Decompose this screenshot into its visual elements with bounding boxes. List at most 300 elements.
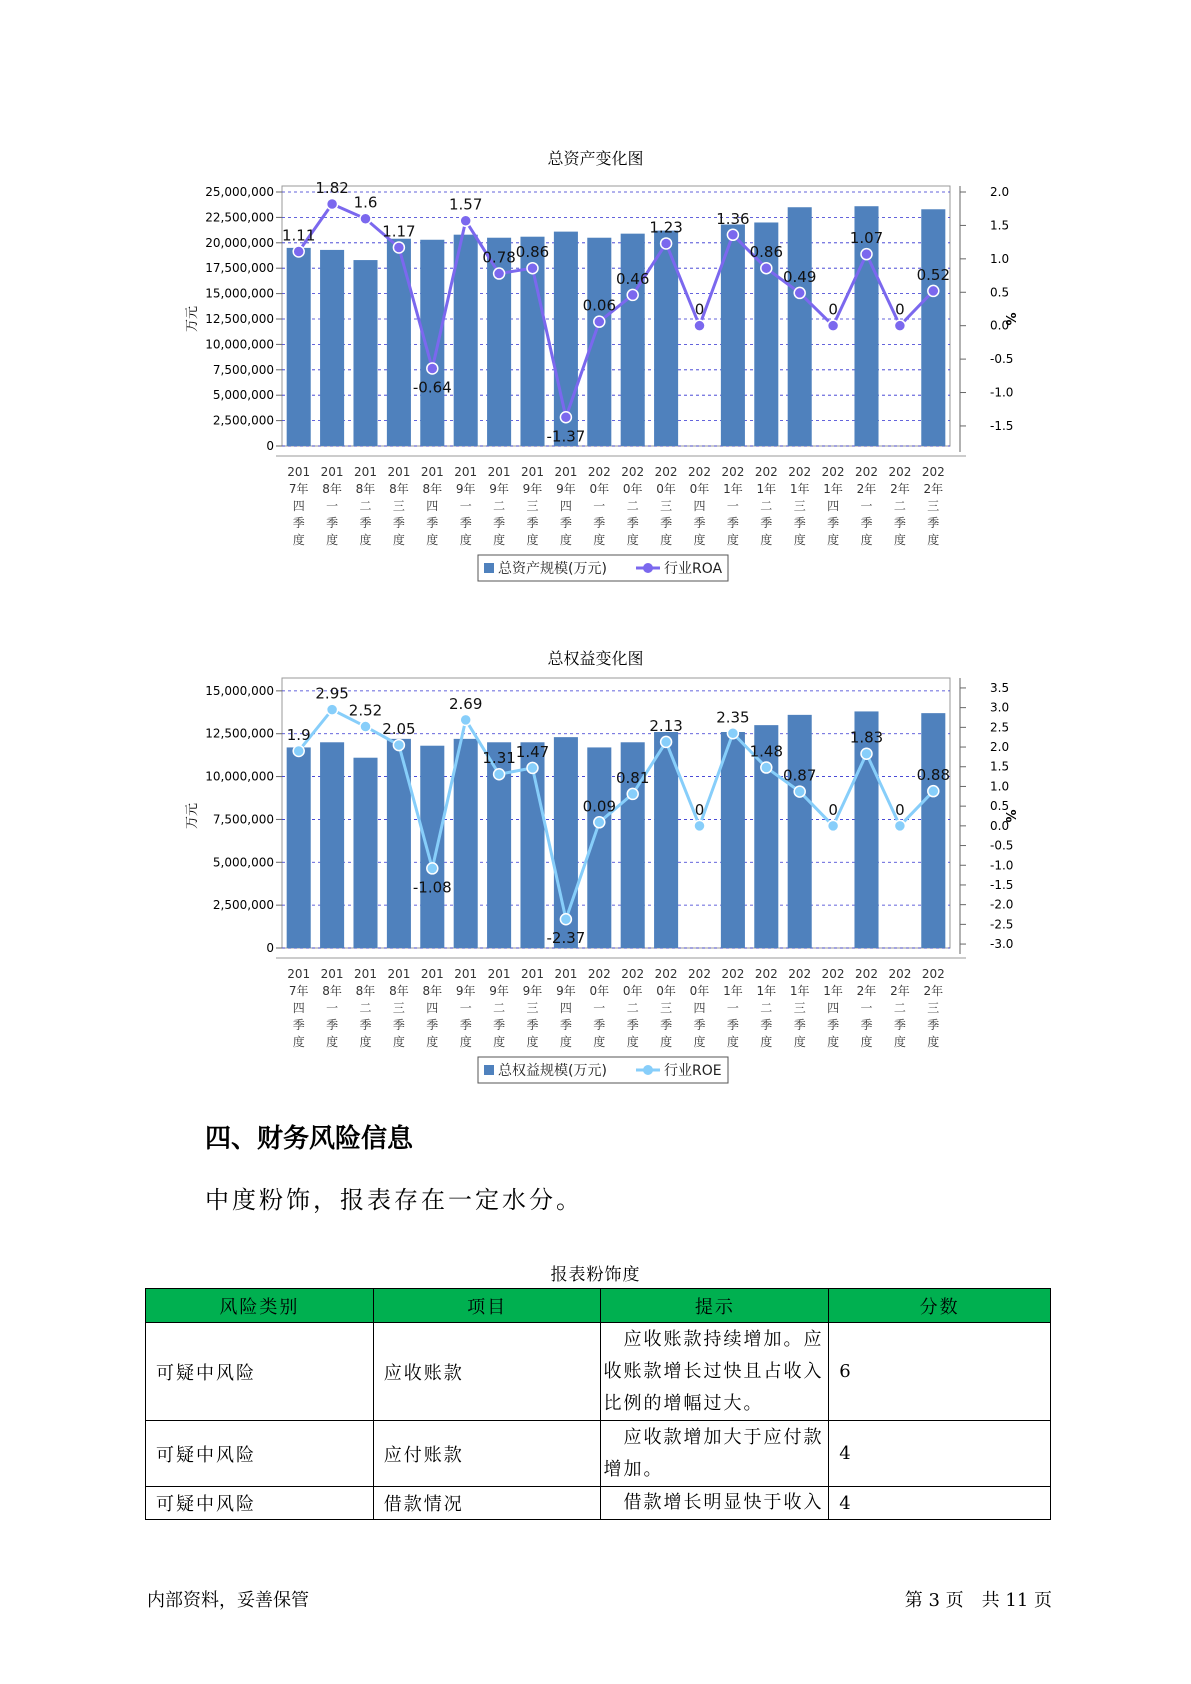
data-label: 0.87 (782, 766, 817, 785)
x-tick-label: 三 (793, 1001, 806, 1015)
x-tick-label: 一 (459, 1001, 472, 1015)
series-point (293, 745, 304, 756)
x-tick-label: 202 (688, 967, 711, 981)
cell-category: 可疑中风险 (146, 1421, 374, 1487)
x-tick-label: 一 (326, 499, 339, 513)
x-tick-label: 8年 (422, 984, 443, 998)
x-tick-label: 度 (827, 1035, 840, 1049)
series-point (928, 285, 939, 296)
series-point (627, 289, 638, 300)
y-right-tick-label: -1.5 (990, 418, 1014, 433)
x-tick-label: 季 (793, 516, 806, 530)
x-tick-label: 季 (626, 1018, 639, 1032)
cell-score: 6 (829, 1323, 1051, 1421)
x-tick-label: 202 (754, 465, 778, 479)
x-tick-label: 一 (860, 1001, 873, 1015)
series-point (560, 412, 571, 423)
cell-item: 应收账款 (373, 1323, 601, 1421)
x-tick-label: 季 (292, 516, 305, 530)
data-label: 1.11 (281, 226, 316, 245)
x-tick-label: 0年 (589, 482, 610, 496)
x-tick-label: 季 (693, 516, 706, 530)
x-tick-label: 三 (392, 499, 405, 513)
x-tick-label: 三 (927, 1001, 940, 1015)
y-right-tick-label: 0.0 (990, 318, 1010, 333)
x-tick-label: 四 (559, 499, 572, 513)
x-tick-label: 201 (287, 967, 311, 981)
legend-line-marker (643, 563, 653, 573)
x-tick-label: 四 (693, 499, 706, 513)
col-header-score: 分数 (829, 1289, 1051, 1323)
bar (353, 260, 377, 446)
x-tick-label: 四 (827, 499, 840, 513)
x-tick-label: 季 (893, 516, 906, 530)
y-right-tick-label: 2.0 (990, 740, 1010, 755)
series-point (861, 748, 872, 759)
x-tick-label: 三 (526, 499, 539, 513)
series-point (627, 788, 638, 799)
y-left-tick-label: 10,000,000 (205, 769, 274, 784)
data-label: 1.6 (353, 193, 378, 212)
data-label: 1.31 (482, 749, 516, 768)
x-tick-label: 202 (587, 967, 611, 981)
risk-table (145, 1288, 1051, 1520)
x-tick-label: 201 (554, 465, 578, 479)
x-tick-label: 度 (860, 533, 873, 547)
x-tick-label: 202 (855, 967, 878, 981)
legend-line-marker (643, 1065, 653, 1075)
x-tick-label: 201 (354, 465, 377, 479)
x-tick-label: 9年 (556, 984, 576, 998)
series-point (594, 316, 605, 327)
series-point (594, 817, 605, 828)
x-tick-label: 度 (593, 1035, 606, 1049)
x-tick-label: 9年 (455, 984, 476, 998)
data-label: 0.09 (582, 797, 617, 816)
x-tick-label: 季 (459, 516, 472, 530)
series-point (828, 820, 839, 831)
data-label: 0.46 (615, 269, 650, 288)
bar (420, 746, 444, 948)
x-tick-label: 0年 (689, 984, 710, 998)
x-tick-label: 202 (821, 967, 845, 981)
x-tick-label: 202 (821, 465, 845, 479)
x-tick-label: 9年 (455, 482, 476, 496)
y-right-tick-label: 1.0 (990, 251, 1010, 266)
bar (921, 209, 945, 446)
x-tick-label: 季 (326, 1018, 339, 1032)
x-tick-label: 201 (387, 465, 411, 479)
series-point (527, 762, 538, 773)
x-tick-label: 度 (392, 1035, 405, 1049)
x-tick-label: 四 (426, 1001, 439, 1015)
x-tick-label: 度 (493, 533, 506, 547)
data-label: 2.13 (649, 716, 683, 735)
series-point (293, 246, 304, 257)
y-right-tick-label: -1.5 (990, 877, 1014, 892)
x-tick-label: 二 (359, 499, 372, 513)
x-tick-label: 8年 (422, 482, 443, 496)
x-tick-label: 度 (693, 1035, 706, 1049)
x-tick-label: 202 (587, 465, 611, 479)
x-tick-label: 二 (493, 1001, 506, 1015)
x-tick-label: 201 (487, 967, 511, 981)
y-left-tick-label: 22,500,000 (205, 210, 274, 225)
data-label: 0.78 (482, 248, 516, 267)
data-label: 0.86 (515, 243, 550, 262)
x-tick-label: 201 (420, 465, 444, 479)
x-tick-label: 202 (621, 967, 645, 981)
x-tick-label: 8年 (355, 482, 376, 496)
x-tick-label: 度 (660, 1035, 673, 1049)
footer-confidential: 内部资料，妥善保管 (147, 1590, 309, 1611)
cell-score: 4 (829, 1487, 1051, 1520)
series-point (727, 728, 738, 739)
x-tick-label: 度 (893, 533, 906, 547)
bar (287, 747, 311, 948)
x-tick-label: 1年 (789, 984, 810, 998)
x-tick-label: 度 (760, 1035, 773, 1049)
x-tick-label: 度 (726, 1035, 739, 1049)
x-tick-label: 201 (287, 465, 311, 479)
y-right-tick-label: 2.0 (990, 185, 1010, 199)
y-left-axis-label: 万元 (185, 305, 200, 333)
data-label: 0.06 (582, 296, 617, 315)
x-tick-label: 季 (459, 1018, 472, 1032)
x-tick-label: 季 (593, 516, 606, 530)
x-tick-label: 季 (760, 516, 773, 530)
x-tick-label: 四 (693, 1001, 706, 1015)
x-tick-label: 9年 (522, 984, 543, 998)
series-point (360, 721, 371, 732)
x-tick-label: 201 (521, 967, 544, 981)
series-point (460, 215, 471, 226)
x-tick-label: 一 (860, 499, 873, 513)
series-point (494, 769, 505, 780)
x-tick-label: 度 (927, 1035, 940, 1049)
x-tick-label: 二 (626, 1001, 639, 1015)
x-tick-label: 二 (359, 1001, 372, 1015)
x-tick-label: 201 (320, 967, 344, 981)
bar (454, 739, 478, 948)
x-tick-label: 度 (459, 1035, 472, 1049)
x-tick-label: 一 (593, 499, 606, 513)
x-tick-label: 季 (827, 516, 840, 530)
x-tick-label: 度 (292, 533, 305, 547)
y-left-tick-label: 15,000,000 (205, 683, 274, 698)
equity-chart (0, 672, 1191, 1092)
table-row (146, 1421, 1051, 1487)
data-label: 1.83 (849, 728, 884, 747)
data-label: 0 (828, 300, 838, 319)
y-right-tick-label: 1.0 (990, 779, 1010, 794)
series-point (427, 863, 438, 874)
bar (854, 711, 878, 948)
x-tick-label: 二 (626, 499, 639, 513)
y-right-tick-label: -1.0 (990, 858, 1014, 873)
series-point (327, 704, 338, 715)
data-label: 1.36 (716, 209, 750, 228)
series-point (928, 786, 939, 797)
x-tick-label: 2年 (856, 984, 877, 998)
y-right-tick-label: 3.0 (990, 700, 1010, 715)
x-tick-label: 2年 (923, 482, 944, 496)
data-label: 0 (694, 300, 705, 319)
x-tick-label: 202 (754, 967, 778, 981)
x-tick-label: 1年 (723, 984, 743, 998)
x-tick-label: 一 (593, 1001, 606, 1015)
x-tick-label: 8年 (322, 482, 342, 496)
col-header-item: 项目 (373, 1289, 601, 1323)
series-point (694, 820, 705, 831)
y-left-tick-label: 25,000,000 (205, 185, 274, 199)
x-tick-label: 一 (726, 499, 739, 513)
x-tick-label: 2年 (890, 984, 910, 998)
series-point (794, 786, 805, 797)
x-tick-label: 1年 (789, 482, 810, 496)
x-tick-label: 度 (760, 533, 773, 547)
data-label: 1.48 (749, 742, 784, 761)
series-point (727, 229, 738, 240)
x-tick-label: 季 (359, 516, 372, 530)
data-label: 0.81 (615, 768, 650, 787)
x-tick-label: 202 (654, 967, 678, 981)
assets-chart (0, 170, 1191, 590)
x-tick-label: 202 (721, 967, 745, 981)
data-label: -1.08 (412, 878, 452, 897)
x-tick-label: 四 (292, 1001, 305, 1015)
x-tick-label: 季 (593, 1018, 606, 1032)
x-tick-label: 季 (493, 516, 506, 530)
x-tick-label: 季 (292, 1018, 305, 1032)
x-tick-label: 1年 (823, 482, 843, 496)
section-title: 四、财务风险信息 (205, 1124, 414, 1154)
y-right-axis-label: % (1002, 312, 1017, 326)
cell-category: 可疑中风险 (146, 1487, 374, 1520)
x-tick-label: 季 (726, 516, 739, 530)
y-right-tick-label: -2.0 (990, 897, 1014, 912)
x-tick-label: 度 (660, 533, 673, 547)
data-label: 2.69 (448, 694, 483, 713)
x-tick-label: 季 (526, 516, 539, 530)
x-tick-label: 度 (359, 533, 372, 547)
x-tick-label: 四 (292, 499, 305, 513)
y-left-tick-label: 10,000,000 (205, 337, 274, 352)
series-point (794, 287, 805, 298)
x-tick-label: 度 (593, 533, 606, 547)
x-tick-label: 度 (326, 1035, 339, 1049)
x-tick-label: 9年 (522, 482, 543, 496)
x-tick-label: 季 (392, 1018, 405, 1032)
y-right-axis-label: % (1002, 809, 1017, 823)
data-label: 1.9 (286, 725, 311, 744)
data-label: 2.35 (716, 708, 750, 727)
y-right-tick-label: 1.5 (990, 218, 1010, 233)
y-left-tick-label: 2,500,000 (212, 898, 274, 913)
x-tick-label: 一 (459, 499, 472, 513)
legend-line-label: 行业ROE (664, 1063, 722, 1079)
x-tick-label: 三 (793, 499, 806, 513)
x-tick-label: 一 (726, 1001, 739, 1015)
x-tick-label: 季 (893, 1018, 906, 1032)
assets-chart-title: 总资产变化图 (547, 149, 644, 168)
col-header-category: 风险类别 (146, 1289, 374, 1323)
y-right-tick-label: -0.5 (990, 838, 1014, 853)
y-left-tick-label: 12,500,000 (205, 312, 274, 326)
table-row (146, 1487, 1051, 1520)
cell-hint: 借款增长明显快于收入 (601, 1487, 829, 1520)
y-left-tick-label: 2,500,000 (212, 413, 274, 428)
x-tick-label: 2年 (890, 482, 910, 496)
data-label: -2.37 (546, 929, 586, 948)
col-header-hint: 提示 (601, 1289, 829, 1323)
x-tick-label: 0年 (656, 984, 676, 998)
x-tick-label: 9年 (556, 482, 576, 496)
legend-line-label: 行业ROA (664, 561, 723, 577)
data-label: 2.05 (382, 720, 416, 739)
bar (721, 732, 745, 948)
x-tick-label: 201 (387, 967, 411, 981)
table-header-row (146, 1289, 1051, 1323)
series-point (828, 320, 839, 331)
data-label: 0 (828, 800, 838, 819)
data-label: 0 (895, 800, 905, 819)
x-tick-label: 度 (827, 533, 840, 547)
series-point (894, 820, 905, 831)
x-tick-label: 8年 (389, 984, 409, 998)
equity-chart-title: 总权益变化图 (547, 649, 644, 668)
x-tick-label: 201 (354, 967, 377, 981)
x-tick-label: 季 (693, 1018, 706, 1032)
cell-item: 应付账款 (373, 1421, 601, 1487)
y-right-tick-label: 2.5 (990, 720, 1010, 735)
x-tick-label: 度 (292, 1035, 305, 1049)
data-label: -1.37 (546, 427, 586, 446)
x-tick-label: 202 (621, 465, 645, 479)
series-point (761, 762, 772, 773)
cell-category: 可疑中风险 (146, 1323, 374, 1421)
x-tick-label: 季 (660, 516, 673, 530)
data-label: 2.52 (348, 701, 383, 720)
x-tick-label: 1年 (756, 482, 777, 496)
data-label: -0.64 (412, 378, 452, 397)
series-point (894, 320, 905, 331)
bar (788, 715, 812, 948)
data-label: 0.88 (916, 766, 951, 785)
series-point (560, 914, 571, 925)
y-left-tick-label: 7,500,000 (212, 812, 274, 827)
x-tick-label: 8年 (322, 984, 342, 998)
x-tick-label: 二 (893, 499, 906, 513)
x-tick-label: 季 (793, 1018, 806, 1032)
x-tick-label: 201 (420, 967, 444, 981)
bar (320, 250, 344, 446)
series-point (861, 249, 872, 260)
x-tick-label: 度 (459, 533, 472, 547)
x-tick-label: 度 (693, 533, 706, 547)
x-tick-label: 度 (359, 1035, 372, 1049)
y-right-tick-label: -2.5 (990, 917, 1014, 932)
x-tick-label: 7年 (288, 482, 309, 496)
y-left-tick-label: 5,000,000 (212, 855, 274, 870)
x-tick-label: 度 (626, 533, 639, 547)
bar (921, 713, 945, 948)
x-tick-label: 季 (927, 516, 940, 530)
y-left-tick-label: 7,500,000 (212, 362, 274, 377)
x-tick-label: 季 (359, 1018, 372, 1032)
x-tick-label: 度 (559, 1035, 572, 1049)
y-left-tick-label: 15,000,000 (205, 286, 274, 301)
series-point (694, 320, 705, 331)
y-right-tick-label: -0.5 (990, 352, 1014, 367)
x-tick-label: 0年 (622, 984, 643, 998)
y-left-tick-label: 5,000,000 (212, 388, 274, 403)
legend-bar-swatch (484, 563, 494, 573)
x-tick-label: 季 (827, 1018, 840, 1032)
x-tick-label: 1年 (723, 482, 743, 496)
x-tick-label: 度 (392, 533, 405, 547)
bar (621, 234, 645, 446)
data-label: 0 (895, 300, 905, 319)
y-left-tick-label: 12,500,000 (205, 726, 274, 741)
data-label: 1.23 (649, 218, 683, 237)
x-tick-label: 季 (426, 1018, 439, 1032)
legend-bar-label: 总权益规模(万元) (498, 1063, 607, 1079)
x-tick-label: 201 (487, 465, 511, 479)
footer-page-number: 第 3 页 共 11 页 (904, 1590, 1052, 1611)
series-point (327, 199, 338, 210)
x-tick-label: 度 (626, 1035, 639, 1049)
x-tick-label: 0年 (689, 482, 710, 496)
y-right-tick-label: 0.5 (990, 799, 1010, 814)
x-tick-label: 四 (827, 1001, 840, 1015)
x-tick-label: 202 (688, 465, 711, 479)
x-tick-label: 二 (760, 499, 773, 513)
x-tick-label: 2年 (923, 984, 944, 998)
x-tick-label: 202 (921, 465, 945, 479)
x-tick-label: 三 (660, 1001, 673, 1015)
x-tick-label: 1年 (756, 984, 777, 998)
legend-bar-swatch (484, 1065, 494, 1075)
y-right-tick-label: -3.0 (990, 937, 1014, 952)
x-tick-label: 8年 (355, 984, 376, 998)
data-label: 1.17 (382, 222, 416, 241)
cell-hint: 应收账款持续增加。应收账款增长过快且占收入比例的增幅过大。 (601, 1323, 829, 1421)
x-tick-label: 二 (893, 1001, 906, 1015)
x-tick-label: 201 (554, 967, 578, 981)
data-label: 1.47 (515, 742, 550, 761)
data-label: 0.52 (916, 265, 951, 284)
x-tick-label: 季 (760, 1018, 773, 1032)
series-point (393, 242, 404, 253)
x-tick-label: 三 (927, 499, 940, 513)
x-tick-label: 201 (454, 465, 478, 479)
x-tick-label: 度 (493, 1035, 506, 1049)
x-tick-label: 度 (526, 533, 539, 547)
x-tick-label: 202 (721, 465, 745, 479)
y-left-tick-label: 20,000,000 (205, 235, 274, 250)
x-tick-label: 季 (326, 516, 339, 530)
cell-hint: 应收款增加大于应付款增加。 (601, 1421, 829, 1487)
x-tick-label: 201 (320, 465, 344, 479)
x-tick-label: 度 (793, 1035, 806, 1049)
x-tick-label: 8年 (389, 482, 409, 496)
x-tick-label: 度 (793, 533, 806, 547)
data-label: 0 (694, 800, 705, 819)
x-tick-label: 季 (660, 1018, 673, 1032)
x-tick-label: 季 (860, 1018, 873, 1032)
series-point (427, 363, 438, 374)
